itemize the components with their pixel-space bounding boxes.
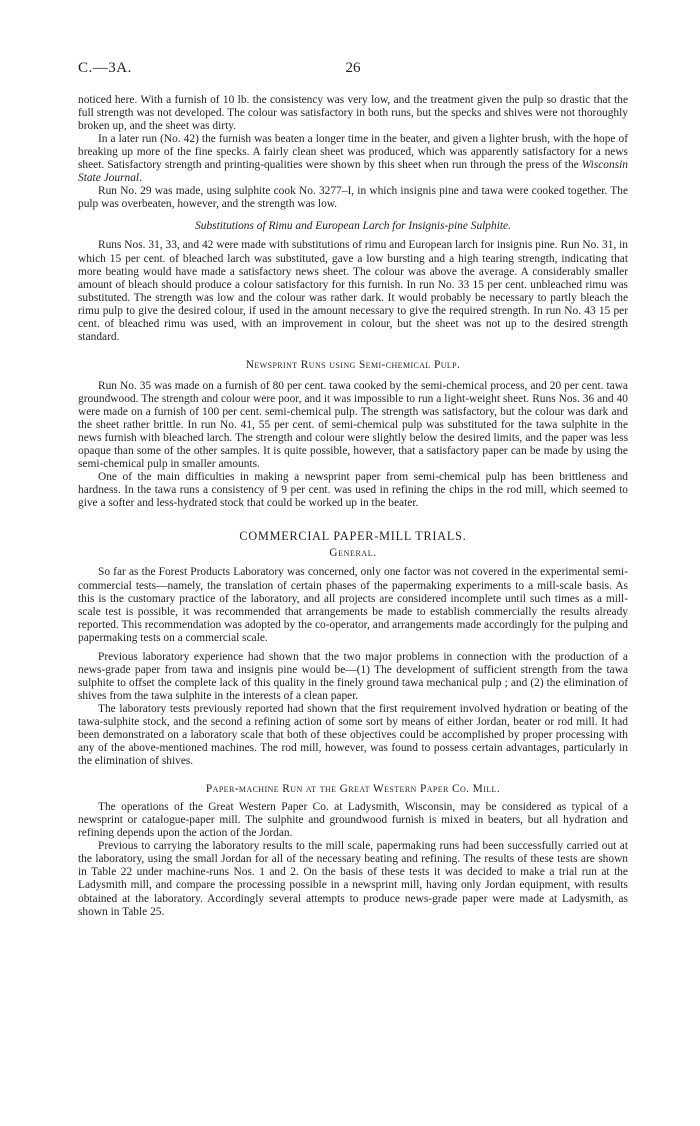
paragraph-run-29: Run No. 29 was made, using sulphite cook No. 3277–I, in which insignis pine and tawa were cooked together. The pulp was overbeaten, however, and the strength was low. (78, 185, 628, 211)
heading-substitutions: Substitutions of Rimu and European Larch for Insignis-pine Sulphite. (195, 220, 511, 233)
paragraph-previous-experience: Previous laboratory experience had shown that the two major problems in connection with the production of a news-grade paper from tawa and insignis pine would be—(1) The development of sufficient strength from the tawa sulphite to offset the complete lack of this quality in the finely ground tawa mechanical pulp ; and (2) the elimination of shives from the tawa sulphite in the interests of a clean paper. (78, 650, 628, 702)
paragraph-substitutions: Runs Nos. 31, 33, and 42 were made with substitutions of rimu and European larch for insignis pine. Run No. 31, in which 15 per cent. of bleached larch was substituted, gave a low bursting and a high tearing strength, indicating that more beating would have made a satisfactory news sheet. The colour was above the average. A considerably smaller amount of bleach should produce a colour satisfactory for this furnish. In run No. 33 15 per cent. unbleached rimu was substituted. The strength was low and the colour was rather dark. It would probably be necessary to partly bleach the rimu pulp to give the desired colour, if used in the amount necessary to give the required strength. In run No. 43 15 per cent. of bleached rimu was used, with an improvement in colour, but the sheet was not up to the desired strength standard. (78, 239, 628, 343)
paragraph-run-42-end: . (139, 172, 142, 185)
page-body (78, 94, 628, 919)
page-number: 26 (345, 60, 361, 76)
journal-title: Wisconsin State Journal (78, 159, 628, 185)
paragraph-run-35: Run No. 35 was made on a furnish of 80 per cent. tawa cooked by the semi-chemical process, and 20 per cent. tawa groundwood. The strength and colour were poor, and it was impossible to run a light-weight sheet. Runs Nos. 36 and 40 were made on a furnish of 100 per cent. semi-chemical pulp. The strength was satisfactory, but the colour was dark and the sheet rather brittle. In run No. 41, 55 per cent. of semi-chemical pulp was substituted for the tawa sulphite in the news furnish with bleached larch. The strength and colour were slightly below the desired limits, and the paper was less opaque than some of the other samples. It is quite possible, however, that a satisfactory paper can be made by using the semi-chemical pulp in smaller amounts. (78, 379, 628, 471)
heading-commercial-trials: COMMERCIAL PAPER-MILL TRIALS. (239, 529, 467, 544)
paragraph-continued: noticed here. With a furnish of 10 lb. the consistency was very low, and the treatment given the pulp so drastic that the full strength was not developed. The colour was satisfactory in both runs, but the specks and shives were not thoroughly broken up, and the sheet was dirty. (78, 94, 628, 133)
heading-paper-machine-run: Paper-machine Run at the Great Western Paper Co. Mill. (205, 783, 501, 796)
paragraph-run-42-text: In a later run (No. 42) the furnish was beaten a longer time in the beater, and given a lighter brush, with the hope of breaking up more of the fine specks. A fairly clean sheet was produced, which was apparently satisfactory for a news sheet. Satisfactory strength and printing-qualities were shown by this sheet when run through the press of the (78, 133, 628, 172)
heading-general: General. (329, 547, 377, 560)
paragraph-mill-scale-runs: Previous to carrying the laboratory results to the mill scale, papermaking runs had been successfully carried out at the laboratory, using the small Jordan for all of the necessary beating and refining. The results of these tests are shown in Table 22 under machine-runs Nos. 1 and 2. On the basis of these tests it was decided to make a trial run at the Ladysmith mill, and compare the processing possible in a newsprint mill, having only Jordan equipment, with results obtained at the laboratory. Accordingly several attempts to produce news-grade paper were made at Ladysmith, as shown in Table 25. (78, 840, 628, 918)
heading-newsprint-runs: Newsprint Runs using Semi-chemical Pulp. (245, 358, 461, 371)
paragraph-laboratory-tests: The laboratory tests previously reported had shown that the first requirement involved hydration or beating of the tawa-sulphite stock, and the second a refining action of some sort by means of either Jordan, beater or rod mill. It had been demonstrated on a laboratory scale that both of these objectives could be accomplished by proper processing with any of the above-mentioned machines. The rod mill, however, was found to possess certain advantages, particularly in the elimination of shives. (78, 702, 628, 768)
page-header (78, 60, 628, 82)
paragraph-run-42 (78, 133, 628, 185)
document-reference: C.—3A. (78, 60, 132, 76)
paragraph-great-western-operations: The operations of the Great Western Paper Co. at Ladysmith, Wisconsin, may be considered as typical of a newsprint or catalogue-paper mill. The sulphite and groundwood furnish is mixed in beaters, but all hydration and refining depends upon the action of the Jordan. (78, 801, 628, 840)
paragraph-difficulties: One of the main difficulties in making a newsprint paper from semi-chemical pulp has been brittleness and hardness. In the tawa runs a consistency of 9 per cent. was used in refining the chips in the rod mill, which seemed to give a softer and less-hydrated stock that could be worked up in the beater. (78, 471, 628, 510)
paragraph-forest-products-lab: So far as the Forest Products Laboratory was concerned, only one factor was not covered in the experimental semi-commercial tests—namely, the translation of certain phases of the papermaking experiments to a mill-scale basis. As this is the customary practice of the laboratory, and all projects are considered incomplete until such times as a mill-scale test is possible, it was recommended that arrangements be made to establish commercially the results already reported. This recommendation was adopted by the co-operator, and arrangements made accordingly for the pulping and papermaking tests on a commercial scale. (78, 566, 628, 644)
